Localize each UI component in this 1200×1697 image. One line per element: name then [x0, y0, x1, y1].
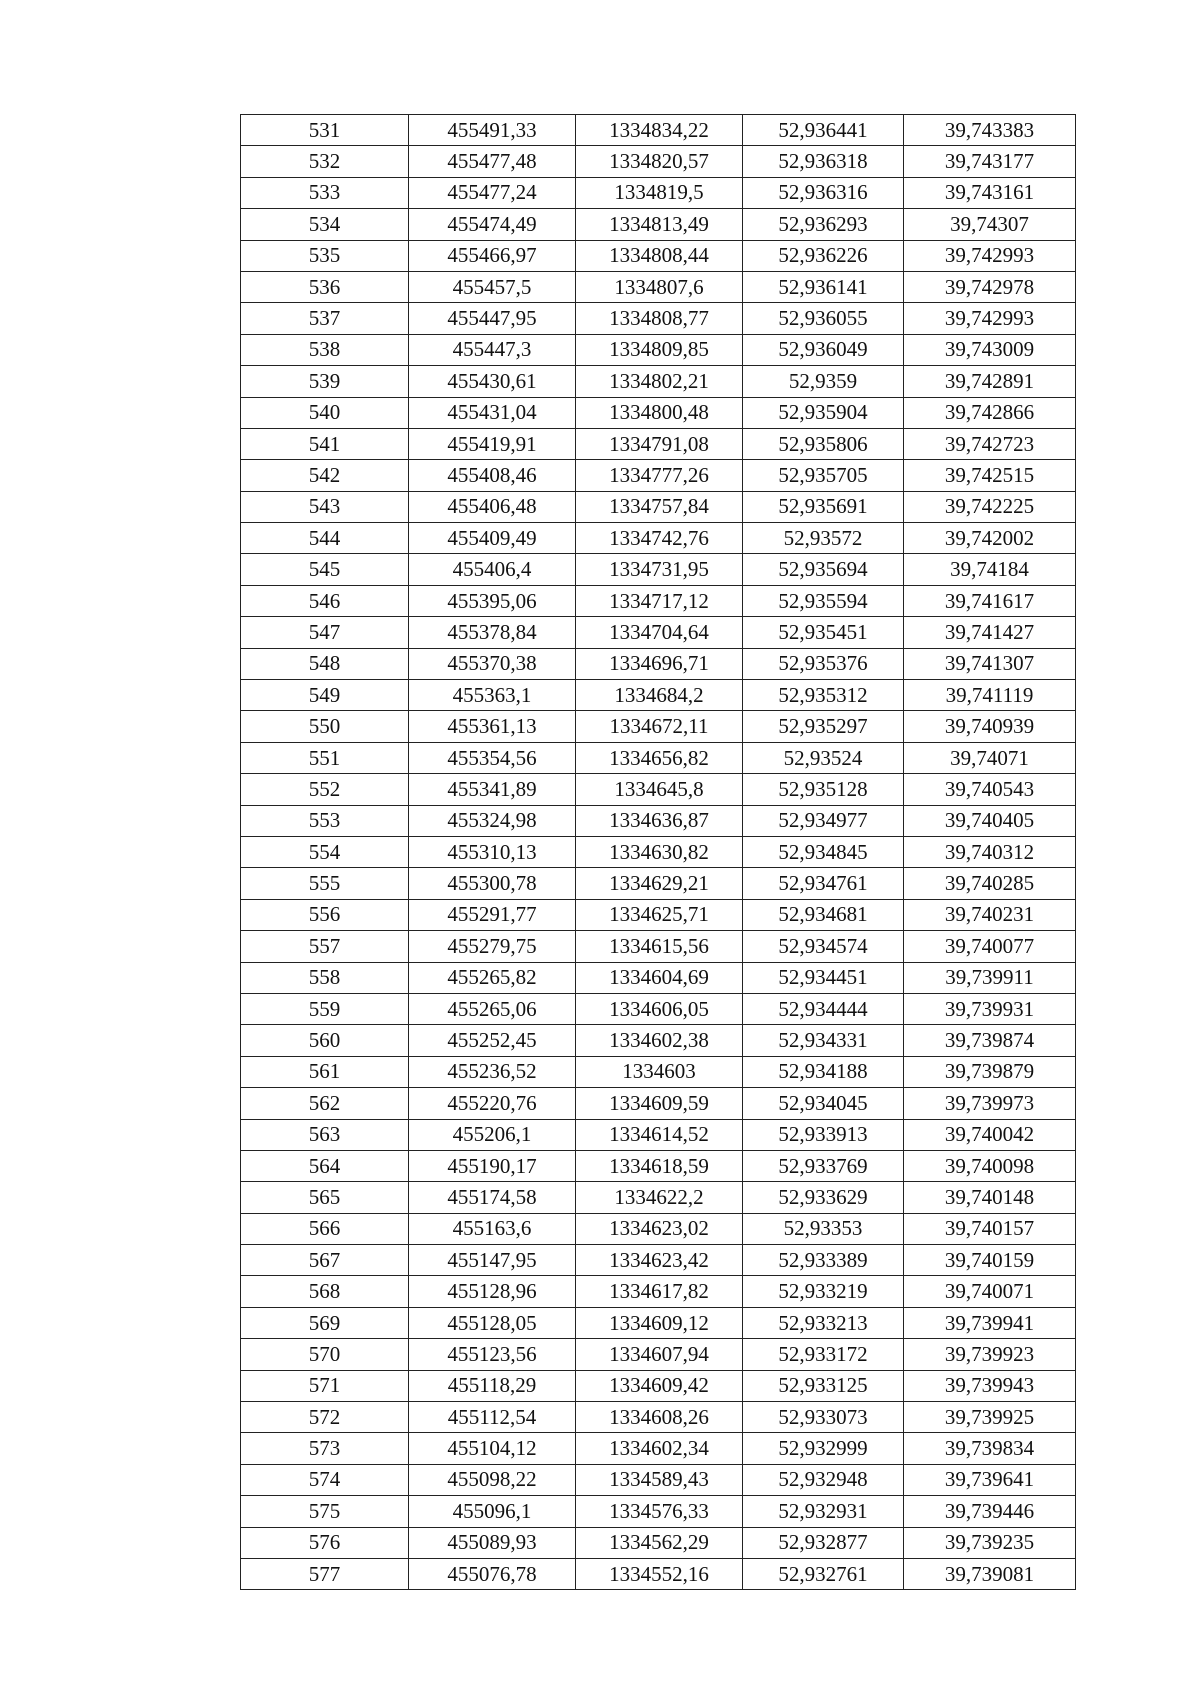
- x-coordinate-cell: 455447,3: [409, 334, 576, 365]
- longitude-cell: 39,740543: [904, 774, 1076, 805]
- y-coordinate-cell: 1334602,38: [576, 1025, 743, 1056]
- point-number-cell: 567: [241, 1245, 409, 1276]
- point-number-cell: 542: [241, 460, 409, 491]
- table-row: [241, 177, 1076, 208]
- y-coordinate-cell: 1334807,6: [576, 271, 743, 302]
- latitude-cell: 52,936226: [743, 240, 904, 271]
- x-coordinate-cell: 455370,38: [409, 648, 576, 679]
- table-row: [241, 209, 1076, 240]
- latitude-cell: 52,934188: [743, 1056, 904, 1087]
- point-number-cell: 531: [241, 115, 409, 146]
- table-row: [241, 334, 1076, 365]
- latitude-cell: 52,936316: [743, 177, 904, 208]
- table-row: [241, 617, 1076, 648]
- latitude-cell: 52,934574: [743, 931, 904, 962]
- y-coordinate-cell: 1334617,82: [576, 1276, 743, 1307]
- y-coordinate-cell: 1334614,52: [576, 1119, 743, 1150]
- latitude-cell: 52,935694: [743, 554, 904, 585]
- point-number-cell: 566: [241, 1213, 409, 1244]
- x-coordinate-cell: 455354,56: [409, 742, 576, 773]
- latitude-cell: 52,936318: [743, 146, 904, 177]
- table-row: [241, 1150, 1076, 1181]
- point-number-cell: 537: [241, 303, 409, 334]
- point-number-cell: 546: [241, 585, 409, 616]
- point-number-cell: 551: [241, 742, 409, 773]
- y-coordinate-cell: 1334791,08: [576, 428, 743, 459]
- y-coordinate-cell: 1334802,21: [576, 366, 743, 397]
- y-coordinate-cell: 1334607,94: [576, 1339, 743, 1370]
- table-row: [241, 680, 1076, 711]
- latitude-cell: 52,934845: [743, 836, 904, 867]
- table-row: [241, 774, 1076, 805]
- longitude-cell: 39,739925: [904, 1402, 1076, 1433]
- point-number-cell: 569: [241, 1307, 409, 1338]
- latitude-cell: 52,936049: [743, 334, 904, 365]
- point-number-cell: 565: [241, 1182, 409, 1213]
- longitude-cell: 39,740405: [904, 805, 1076, 836]
- latitude-cell: 52,93353: [743, 1213, 904, 1244]
- table-row: [241, 240, 1076, 271]
- longitude-cell: 39,739874: [904, 1025, 1076, 1056]
- x-coordinate-cell: 455300,78: [409, 868, 576, 899]
- point-number-cell: 571: [241, 1370, 409, 1401]
- point-number-cell: 550: [241, 711, 409, 742]
- y-coordinate-cell: 1334576,33: [576, 1496, 743, 1527]
- x-coordinate-cell: 455163,6: [409, 1213, 576, 1244]
- latitude-cell: 52,936441: [743, 115, 904, 146]
- longitude-cell: 39,742993: [904, 240, 1076, 271]
- table-row: [241, 146, 1076, 177]
- point-number-cell: 561: [241, 1056, 409, 1087]
- longitude-cell: 39,742978: [904, 271, 1076, 302]
- y-coordinate-cell: 1334820,57: [576, 146, 743, 177]
- x-coordinate-cell: 455190,17: [409, 1150, 576, 1181]
- longitude-cell: 39,740159: [904, 1245, 1076, 1276]
- table-row: [241, 1464, 1076, 1495]
- point-number-cell: 532: [241, 146, 409, 177]
- x-coordinate-cell: 455089,93: [409, 1527, 576, 1558]
- y-coordinate-cell: 1334813,49: [576, 209, 743, 240]
- point-number-cell: 576: [241, 1527, 409, 1558]
- table-row: [241, 805, 1076, 836]
- x-coordinate-cell: 455076,78: [409, 1558, 576, 1589]
- longitude-cell: 39,740071: [904, 1276, 1076, 1307]
- y-coordinate-cell: 1334602,34: [576, 1433, 743, 1464]
- latitude-cell: 52,933389: [743, 1245, 904, 1276]
- table-row: [241, 491, 1076, 522]
- x-coordinate-cell: 455104,12: [409, 1433, 576, 1464]
- longitude-cell: 39,739834: [904, 1433, 1076, 1464]
- table-row: [241, 303, 1076, 334]
- point-number-cell: 547: [241, 617, 409, 648]
- y-coordinate-cell: 1334615,56: [576, 931, 743, 962]
- x-coordinate-cell: 455236,52: [409, 1056, 576, 1087]
- x-coordinate-cell: 455408,46: [409, 460, 576, 491]
- table-row: [241, 1119, 1076, 1150]
- table-row: [241, 931, 1076, 962]
- x-coordinate-cell: 455395,06: [409, 585, 576, 616]
- latitude-cell: 52,934977: [743, 805, 904, 836]
- point-number-cell: 560: [241, 1025, 409, 1056]
- x-coordinate-cell: 455430,61: [409, 366, 576, 397]
- point-number-cell: 549: [241, 680, 409, 711]
- x-coordinate-cell: 455406,48: [409, 491, 576, 522]
- latitude-cell: 52,936055: [743, 303, 904, 334]
- y-coordinate-cell: 1334672,11: [576, 711, 743, 742]
- x-coordinate-cell: 455252,45: [409, 1025, 576, 1056]
- table-row: [241, 993, 1076, 1024]
- y-coordinate-cell: 1334742,76: [576, 523, 743, 554]
- longitude-cell: 39,742515: [904, 460, 1076, 491]
- table-row: [241, 1056, 1076, 1087]
- longitude-cell: 39,743161: [904, 177, 1076, 208]
- x-coordinate-cell: 455431,04: [409, 397, 576, 428]
- point-number-cell: 543: [241, 491, 409, 522]
- x-coordinate-cell: 455123,56: [409, 1339, 576, 1370]
- latitude-cell: 52,932948: [743, 1464, 904, 1495]
- table-row: [241, 711, 1076, 742]
- y-coordinate-cell: 1334684,2: [576, 680, 743, 711]
- x-coordinate-cell: 455098,22: [409, 1464, 576, 1495]
- x-coordinate-cell: 455447,95: [409, 303, 576, 334]
- longitude-cell: 39,741307: [904, 648, 1076, 679]
- latitude-cell: 52,935376: [743, 648, 904, 679]
- latitude-cell: 52,935806: [743, 428, 904, 459]
- latitude-cell: 52,93524: [743, 742, 904, 773]
- table-row: [241, 836, 1076, 867]
- x-coordinate-cell: 455279,75: [409, 931, 576, 962]
- y-coordinate-cell: 1334731,95: [576, 554, 743, 585]
- x-coordinate-cell: 455406,4: [409, 554, 576, 585]
- table-row: [241, 899, 1076, 930]
- longitude-cell: 39,74307: [904, 209, 1076, 240]
- table-row: [241, 585, 1076, 616]
- longitude-cell: 39,739235: [904, 1527, 1076, 1558]
- point-number-cell: 540: [241, 397, 409, 428]
- table-row: [241, 1088, 1076, 1119]
- longitude-cell: 39,741427: [904, 617, 1076, 648]
- x-coordinate-cell: 455291,77: [409, 899, 576, 930]
- y-coordinate-cell: 1334606,05: [576, 993, 743, 1024]
- latitude-cell: 52,933213: [743, 1307, 904, 1338]
- x-coordinate-cell: 455419,91: [409, 428, 576, 459]
- latitude-cell: 52,934331: [743, 1025, 904, 1056]
- point-number-cell: 548: [241, 648, 409, 679]
- y-coordinate-cell: 1334625,71: [576, 899, 743, 930]
- point-number-cell: 562: [241, 1088, 409, 1119]
- table-row: [241, 1276, 1076, 1307]
- x-coordinate-cell: 455361,13: [409, 711, 576, 742]
- y-coordinate-cell: 1334609,59: [576, 1088, 743, 1119]
- table-row: [241, 1370, 1076, 1401]
- latitude-cell: 52,935297: [743, 711, 904, 742]
- longitude-cell: 39,741119: [904, 680, 1076, 711]
- longitude-cell: 39,742225: [904, 491, 1076, 522]
- longitude-cell: 39,739081: [904, 1558, 1076, 1589]
- point-number-cell: 552: [241, 774, 409, 805]
- latitude-cell: 52,935451: [743, 617, 904, 648]
- y-coordinate-cell: 1334819,5: [576, 177, 743, 208]
- y-coordinate-cell: 1334834,22: [576, 115, 743, 146]
- y-coordinate-cell: 1334717,12: [576, 585, 743, 616]
- longitude-cell: 39,740231: [904, 899, 1076, 930]
- latitude-cell: 52,934681: [743, 899, 904, 930]
- table-row: [241, 1402, 1076, 1433]
- table-row: [241, 1213, 1076, 1244]
- point-number-cell: 536: [241, 271, 409, 302]
- latitude-cell: 52,936293: [743, 209, 904, 240]
- latitude-cell: 52,933172: [743, 1339, 904, 1370]
- y-coordinate-cell: 1334696,71: [576, 648, 743, 679]
- table-row: [241, 1245, 1076, 1276]
- y-coordinate-cell: 1334808,44: [576, 240, 743, 271]
- table-row: [241, 1496, 1076, 1527]
- x-coordinate-cell: 455096,1: [409, 1496, 576, 1527]
- longitude-cell: 39,740042: [904, 1119, 1076, 1150]
- table-row: [241, 1527, 1076, 1558]
- y-coordinate-cell: 1334800,48: [576, 397, 743, 428]
- table-row: [241, 366, 1076, 397]
- longitude-cell: 39,743177: [904, 146, 1076, 177]
- table-row: [241, 1307, 1076, 1338]
- y-coordinate-cell: 1334604,69: [576, 962, 743, 993]
- latitude-cell: 52,936141: [743, 271, 904, 302]
- x-coordinate-cell: 455118,29: [409, 1370, 576, 1401]
- y-coordinate-cell: 1334608,26: [576, 1402, 743, 1433]
- table-row: [241, 1025, 1076, 1056]
- longitude-cell: 39,740285: [904, 868, 1076, 899]
- table-row: [241, 428, 1076, 459]
- longitude-cell: 39,743383: [904, 115, 1076, 146]
- latitude-cell: 52,934451: [743, 962, 904, 993]
- latitude-cell: 52,9359: [743, 366, 904, 397]
- point-number-cell: 535: [241, 240, 409, 271]
- point-number-cell: 570: [241, 1339, 409, 1370]
- point-number-cell: 534: [241, 209, 409, 240]
- longitude-cell: 39,740148: [904, 1182, 1076, 1213]
- x-coordinate-cell: 455378,84: [409, 617, 576, 648]
- longitude-cell: 39,742002: [904, 523, 1076, 554]
- longitude-cell: 39,742993: [904, 303, 1076, 334]
- x-coordinate-cell: 455491,33: [409, 115, 576, 146]
- latitude-cell: 52,933073: [743, 1402, 904, 1433]
- latitude-cell: 52,935904: [743, 397, 904, 428]
- y-coordinate-cell: 1334609,42: [576, 1370, 743, 1401]
- y-coordinate-cell: 1334623,42: [576, 1245, 743, 1276]
- y-coordinate-cell: 1334603: [576, 1056, 743, 1087]
- x-coordinate-cell: 455265,06: [409, 993, 576, 1024]
- latitude-cell: 52,935705: [743, 460, 904, 491]
- table-row: [241, 648, 1076, 679]
- table-row: [241, 271, 1076, 302]
- coordinates-table: [240, 114, 1076, 1590]
- latitude-cell: 52,93572: [743, 523, 904, 554]
- table-row: [241, 962, 1076, 993]
- y-coordinate-cell: 1334618,59: [576, 1150, 743, 1181]
- y-coordinate-cell: 1334552,16: [576, 1558, 743, 1589]
- point-number-cell: 575: [241, 1496, 409, 1527]
- point-number-cell: 568: [241, 1276, 409, 1307]
- latitude-cell: 52,932931: [743, 1496, 904, 1527]
- table-row: [241, 523, 1076, 554]
- point-number-cell: 555: [241, 868, 409, 899]
- point-number-cell: 559: [241, 993, 409, 1024]
- latitude-cell: 52,935691: [743, 491, 904, 522]
- point-number-cell: 574: [241, 1464, 409, 1495]
- table-row: [241, 115, 1076, 146]
- x-coordinate-cell: 455128,05: [409, 1307, 576, 1338]
- y-coordinate-cell: 1334622,2: [576, 1182, 743, 1213]
- latitude-cell: 52,934444: [743, 993, 904, 1024]
- longitude-cell: 39,740939: [904, 711, 1076, 742]
- x-coordinate-cell: 455324,98: [409, 805, 576, 836]
- y-coordinate-cell: 1334777,26: [576, 460, 743, 491]
- table-row: [241, 868, 1076, 899]
- latitude-cell: 52,933913: [743, 1119, 904, 1150]
- longitude-cell: 39,740098: [904, 1150, 1076, 1181]
- latitude-cell: 52,932999: [743, 1433, 904, 1464]
- y-coordinate-cell: 1334808,77: [576, 303, 743, 334]
- x-coordinate-cell: 455174,58: [409, 1182, 576, 1213]
- latitude-cell: 52,932877: [743, 1527, 904, 1558]
- y-coordinate-cell: 1334809,85: [576, 334, 743, 365]
- point-number-cell: 573: [241, 1433, 409, 1464]
- y-coordinate-cell: 1334757,84: [576, 491, 743, 522]
- longitude-cell: 39,741617: [904, 585, 1076, 616]
- latitude-cell: 52,935594: [743, 585, 904, 616]
- longitude-cell: 39,742866: [904, 397, 1076, 428]
- longitude-cell: 39,739446: [904, 1496, 1076, 1527]
- point-number-cell: 541: [241, 428, 409, 459]
- y-coordinate-cell: 1334629,21: [576, 868, 743, 899]
- longitude-cell: 39,739943: [904, 1370, 1076, 1401]
- longitude-cell: 39,742723: [904, 428, 1076, 459]
- table-row: [241, 397, 1076, 428]
- x-coordinate-cell: 455112,54: [409, 1402, 576, 1433]
- x-coordinate-cell: 455341,89: [409, 774, 576, 805]
- point-number-cell: 557: [241, 931, 409, 962]
- point-number-cell: 564: [241, 1150, 409, 1181]
- longitude-cell: 39,739911: [904, 962, 1076, 993]
- longitude-cell: 39,739923: [904, 1339, 1076, 1370]
- point-number-cell: 545: [241, 554, 409, 585]
- point-number-cell: 539: [241, 366, 409, 397]
- x-coordinate-cell: 455477,48: [409, 146, 576, 177]
- latitude-cell: 52,933629: [743, 1182, 904, 1213]
- point-number-cell: 553: [241, 805, 409, 836]
- latitude-cell: 52,935312: [743, 680, 904, 711]
- coordinates-table-body: [241, 115, 1076, 1590]
- longitude-cell: 39,740077: [904, 931, 1076, 962]
- y-coordinate-cell: 1334636,87: [576, 805, 743, 836]
- longitude-cell: 39,742891: [904, 366, 1076, 397]
- point-number-cell: 556: [241, 899, 409, 930]
- x-coordinate-cell: 455477,24: [409, 177, 576, 208]
- latitude-cell: 52,934761: [743, 868, 904, 899]
- y-coordinate-cell: 1334623,02: [576, 1213, 743, 1244]
- x-coordinate-cell: 455206,1: [409, 1119, 576, 1150]
- point-number-cell: 577: [241, 1558, 409, 1589]
- y-coordinate-cell: 1334645,8: [576, 774, 743, 805]
- x-coordinate-cell: 455466,97: [409, 240, 576, 271]
- table-row: [241, 1339, 1076, 1370]
- longitude-cell: 39,739941: [904, 1307, 1076, 1338]
- x-coordinate-cell: 455310,13: [409, 836, 576, 867]
- table-row: [241, 1433, 1076, 1464]
- longitude-cell: 39,739879: [904, 1056, 1076, 1087]
- latitude-cell: 52,935128: [743, 774, 904, 805]
- y-coordinate-cell: 1334630,82: [576, 836, 743, 867]
- table-row: [241, 1558, 1076, 1589]
- longitude-cell: 39,739973: [904, 1088, 1076, 1119]
- x-coordinate-cell: 455363,1: [409, 680, 576, 711]
- point-number-cell: 572: [241, 1402, 409, 1433]
- latitude-cell: 52,932761: [743, 1558, 904, 1589]
- latitude-cell: 52,933125: [743, 1370, 904, 1401]
- longitude-cell: 39,74071: [904, 742, 1076, 773]
- x-coordinate-cell: 455474,49: [409, 209, 576, 240]
- point-number-cell: 558: [241, 962, 409, 993]
- longitude-cell: 39,740157: [904, 1213, 1076, 1244]
- longitude-cell: 39,739931: [904, 993, 1076, 1024]
- latitude-cell: 52,934045: [743, 1088, 904, 1119]
- point-number-cell: 538: [241, 334, 409, 365]
- point-number-cell: 544: [241, 523, 409, 554]
- longitude-cell: 39,74184: [904, 554, 1076, 585]
- table-row: [241, 742, 1076, 773]
- x-coordinate-cell: 455128,96: [409, 1276, 576, 1307]
- x-coordinate-cell: 455220,76: [409, 1088, 576, 1119]
- table-row: [241, 1182, 1076, 1213]
- latitude-cell: 52,933769: [743, 1150, 904, 1181]
- y-coordinate-cell: 1334562,29: [576, 1527, 743, 1558]
- x-coordinate-cell: 455409,49: [409, 523, 576, 554]
- table-row: [241, 554, 1076, 585]
- y-coordinate-cell: 1334589,43: [576, 1464, 743, 1495]
- point-number-cell: 533: [241, 177, 409, 208]
- latitude-cell: 52,933219: [743, 1276, 904, 1307]
- longitude-cell: 39,739641: [904, 1464, 1076, 1495]
- point-number-cell: 563: [241, 1119, 409, 1150]
- x-coordinate-cell: 455265,82: [409, 962, 576, 993]
- longitude-cell: 39,743009: [904, 334, 1076, 365]
- y-coordinate-cell: 1334609,12: [576, 1307, 743, 1338]
- longitude-cell: 39,740312: [904, 836, 1076, 867]
- x-coordinate-cell: 455147,95: [409, 1245, 576, 1276]
- x-coordinate-cell: 455457,5: [409, 271, 576, 302]
- point-number-cell: 554: [241, 836, 409, 867]
- table-row: [241, 460, 1076, 491]
- y-coordinate-cell: 1334656,82: [576, 742, 743, 773]
- y-coordinate-cell: 1334704,64: [576, 617, 743, 648]
